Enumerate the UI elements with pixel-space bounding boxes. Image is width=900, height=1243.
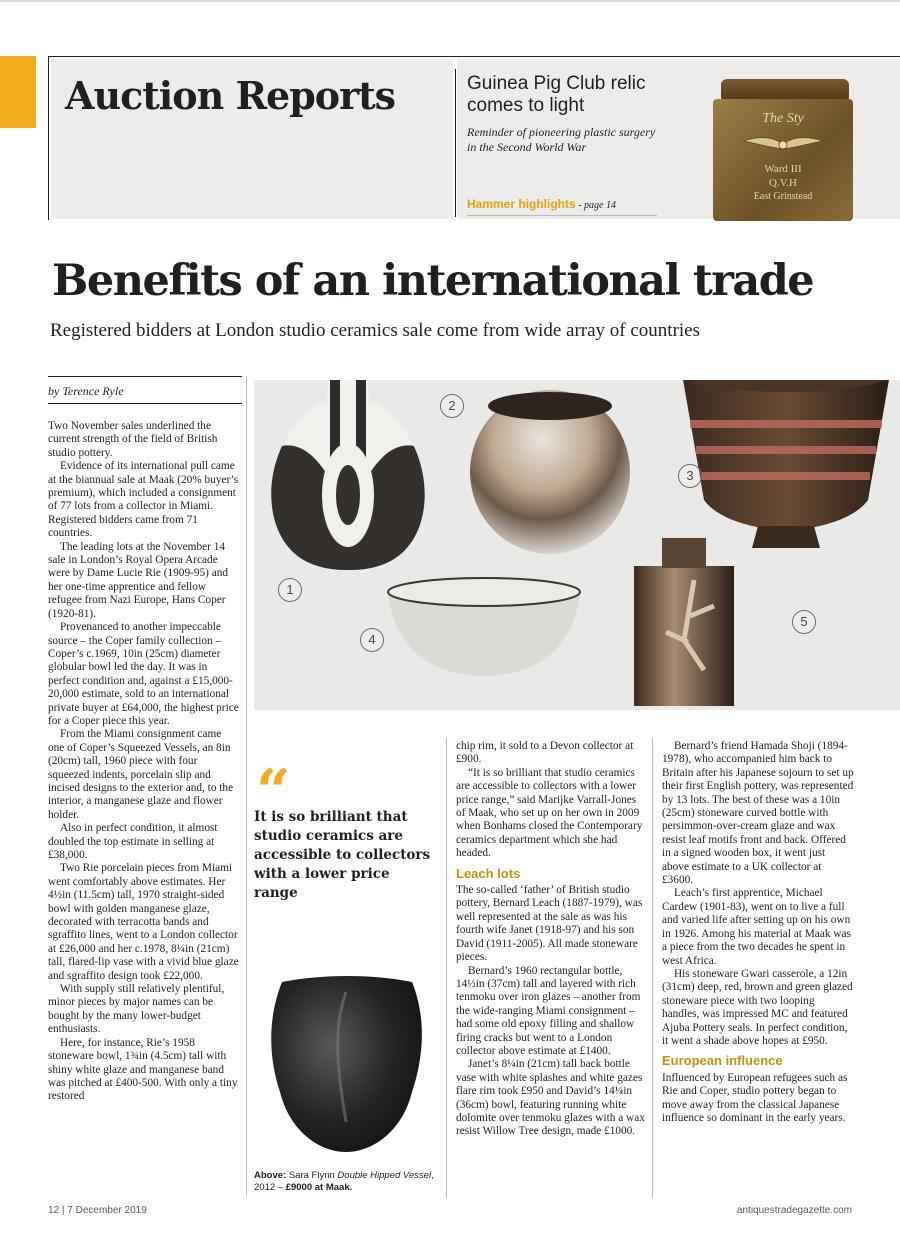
column-rule [246,376,247,1196]
byline-bottom-rule [48,403,242,404]
caption-tail: , 2012 – [254,1170,434,1193]
lighter-engraving-line-3: Q.V.H [769,177,797,189]
header-divider [455,69,456,217]
lighter-engraving-line-2: Ward III [764,163,802,175]
quote-mark-icon: “ [256,757,291,827]
ceramics-photo-panel [254,380,900,710]
teaser-headline[interactable]: Guinea Pig Club relic comes to light [467,73,646,116]
article-column-3 [456,740,646,1139]
col3-paragraph-4: Bernard’s 1960 rectangular bottle, 14½in (37cm) tall and layered with rich tenmoku over iron glazes – another from the wide-ranging Miami consignment – had some old epoxy filling and shallow firing cracks but went to a London collector above estimate at £1400. [456,964,641,1057]
rie-white-bowl [388,578,580,676]
pull-quote: It is so brilliant that studio ceramics are accessible to collectors with a lower price range [254,809,431,901]
col4-paragraph-3: His stoneware Gwari casserole, a 12in (31cm) deep, red, brown and green glazed stoneware piece with two looping handles, was impressed MC and featured Ajuba Pottery seals. In perfect condition, it went a shade above hopes at £950. [662,967,853,1047]
caption-price: £9000 at Maak. [285,1182,353,1193]
photo-caption [254,1170,444,1194]
section-title: Auction Reports [65,73,396,118]
leach-rectangular-bottle [634,538,734,706]
lighter-engraving-line-4: East Grinstead [753,191,813,202]
caption-maker: Sara Flynn [286,1170,338,1181]
ceramics-illustration [254,380,900,710]
col3-paragraph-1: chip rim, it sold to a Devon collector at £900. [456,740,634,766]
lighter-engraving-line-1: The Sty [762,111,804,126]
teaser-subheading: Reminder of pioneering plastic surgery in the Second World War [467,125,656,154]
col1-paragraph-2: Evidence of its international pull came at the biannual sale at Maak (20% buyer’s premium), which included a consignment of 77 lots from a collector in Miami. Registered bidders came from 71 countries. [48,460,239,540]
caption-label: Above: [254,1170,287,1181]
col1-paragraph-3: The leading lots at the November 14 sale in London’s Royal Opera Arcade were by Dame Lucie Rie (1909-95) and her one-time apprentice and fellow refugee from Nazi Europe, Hans Coper (1920-81). [48,540,229,620]
article-column-4 [662,740,854,1125]
col3-paragraph-2: “It is so brilliant that studio ceramics are accessible to collectors with a lower price range,” said Marijke Varrall-Jones of Maak, who set up on her own in 2009 when Bonhams closed the Contemporary ceramics department which she had headed. [456,766,643,860]
col1-paragraph-9: Here, for instance, Rie’s 1958 stoneware bowl, 1¾in (4.5cm) tall with shiny white glaze and manganese band was pitched at £400-500. With only a tiny restored [48,1036,238,1103]
photo-number-4: 4 [360,628,384,652]
lighter-body [713,99,853,221]
teaser-panel[interactable] [457,59,900,219]
byline-top-rule [48,376,242,377]
double-hipped-vessel-image [262,972,430,1156]
section-header [48,56,900,220]
lighter-image [713,75,861,221]
col1-paragraph-8: With supply still relatively plentiful, minor pieces by major names can be bought by the many lower-budget enthusiasts. [48,983,225,1036]
photo-number-2: 2 [440,394,464,418]
article-column-1 [48,420,240,1104]
col1-paragraph-1: Two November sales underlined the current strength of the field of British studio pottery. [48,420,218,459]
col1-paragraph-5: From the Miami consignment came one of Coper’s Squeezed Vessels, an 8in (20cm) tall, 1960 piece with four squeezed indents, porcelain slip and incised designs to the exterior and, to the interior, a manganese glaze and flower holder. [48,728,234,821]
col1-paragraph-6: Also in perfect condition, it almost doubled the top estimate in selling at £38,000. [48,822,218,861]
winged-emblem-icon [741,133,825,155]
subhead-european-influence: European influence [662,1053,783,1069]
column-rule [652,738,653,1198]
photo-number-3: 3 [678,464,702,488]
teaser-rule [467,215,657,216]
byline: by Terence Ryle [48,384,124,398]
col4-paragraph-2: Leach’s first apprentice, Michael Cardew (1901-83), went on to live a full and varied life after setting up on his own in 1926. Among his material at Maak was a piece from the two decades he spent in west Africa. [662,887,851,967]
col4-paragraph-1: Bernard’s friend Hamada Shoji (1894-1978), who accompanied him back to Britain after his Japanese sojourn to set up their first English pottery, was represented by 13 lots. The best of these was a 10in (25cm) stoneware curved bottle with persimmon-over-cream glaze and wax resist leaf motifs front and back. Offered in a signed wooden box, it went just above estimate to a UK collector at £3600. [662,740,854,887]
footer-page-info: 12 | 7 December 2019 [48,1205,147,1216]
top-rule [0,0,900,2]
col3-paragraph-3: The so-called ‘father’ of British studio pottery, Bernard Leach (1887-1979), was well represented at the sale as was his fourth wife Janet (1918-97) and his son David (1911-2005). All made stoneware pieces. [456,884,643,964]
teaser-link-page[interactable]: - page 14 [575,200,616,211]
subhead-leach-lots: Leach lots [456,865,521,881]
col1-paragraph-7: Two Rie porcelain pieces from Miami went comfortably above estimates. Her 4½in (11.5cm) tall, 1970 straight-sided bowl with golden manganese glaze, decorated with terracotta bands and sgraffito lines, went to a London collector at £26,000 and her c.1978, 8¼in (21cm) tall, flared-lip vase with a vivid blue glaze and sgraffito design took £22,000. [48,862,239,982]
col4-paragraph-4: Influenced by European refugees such as Rie and Coper, studio pottery began to move away from the classical Japanese influence so dominant in the early years. [662,1071,848,1124]
section-title-panel [51,59,453,219]
rie-vase [254,380,450,590]
caption-title: Double Hipped Vessel [337,1170,432,1181]
footer-site-link[interactable]: antiquestradegazette.com [736,1205,852,1216]
rie-straight-sided-bowl [682,380,890,548]
teaser-link[interactable] [467,197,616,211]
section-tab-marker [0,56,36,128]
article-headline: Benefits of an international trade [52,256,814,306]
photo-number-5: 5 [792,610,816,634]
col1-paragraph-4: Provenanced to another impeccable source – the Coper family collection – Coper’s c.1969, 10in (25cm) diameter globular bowl led the day. It was in perfect condition and, against a £15,000-20,000 estimate, sold to an international private buyer at £64,000, the highest price for a Coper piece this year. [48,621,239,727]
teaser-link-label[interactable]: Hammer highlights [467,197,576,211]
article-standfirst: Registered bidders at London studio ceramics sale come from wide array of countries [50,320,701,341]
column-rule [446,738,447,1198]
col3-paragraph-5: Janet’s 8¼in (21cm) tall back bottle vase with white splashes and white gazes flare rim took £950 and David’s 14¼in (36cm) bowl, featuring running white dolomite over tenmoku glazes with a wax resist Willow Tree design, made £1000. [456,1058,645,1138]
photo-number-1: 1 [278,578,302,602]
